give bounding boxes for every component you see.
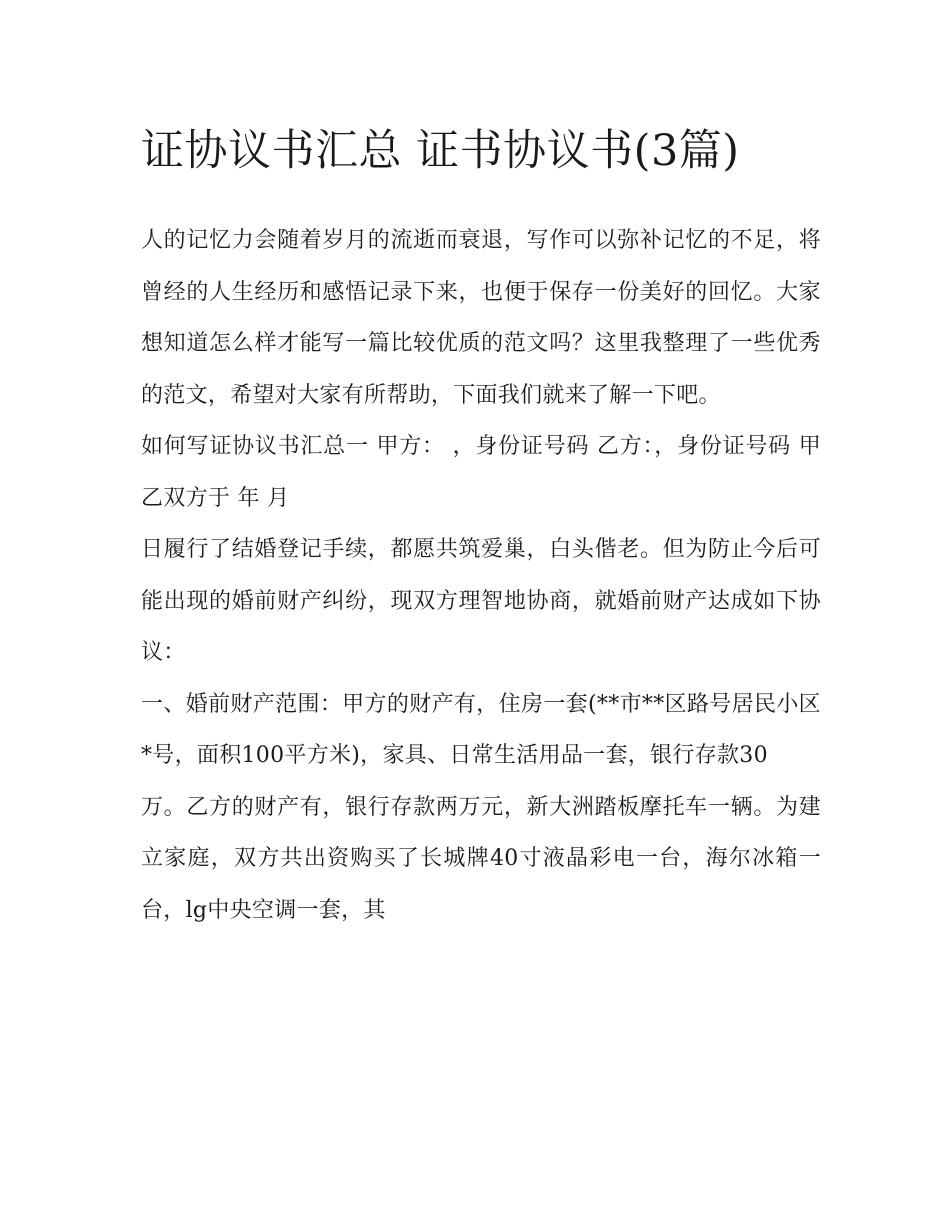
- document-page: [141, 112, 821, 936]
- paragraph-property-scope: 一、婚前财产范围：甲方的财产有，住房一套(**市**区路号居民小区*号，面积100平方米)，家具、日常生活用品一套，银行存款30: [141, 691, 821, 768]
- paragraph-property-continued: 万。乙方的财产有，银行存款两万元，新大洲踏板摩托车一辆。为建立家庭，双方共出资购买了长城牌40寸液晶彩电一台，海尔冰箱一台，lg中央空调一套，其: [141, 794, 821, 923]
- paragraph-parties: 如何写证协议书汇总一 甲方： ，身份证号码 乙方：，身份证号码 甲乙双方于 年 月: [141, 434, 821, 511]
- document-body: [141, 215, 821, 936]
- paragraph-marriage-registration: 日履行了结婚登记手续，都愿共筑爱巢，白头偕老。但为防止今后可能出现的婚前财产纠纷，现双方理智地协商，就婚前财产达成如下协议：: [141, 537, 821, 665]
- document-title: 证协议书汇总 证书协议书(3篇): [141, 126, 740, 176]
- paragraph-intro: 人的记忆力会随着岁月的流逝而衰退，写作可以弥补记忆的不足，将曾经的人生经历和感悟记录下来，也便于保存一份美好的回忆。大家想知道怎么样才能写一篇比较优质的范文吗？这里我整理了一些优秀的范文，希望对大家有所帮助，下面我们就来了解一下吧。: [141, 228, 821, 408]
